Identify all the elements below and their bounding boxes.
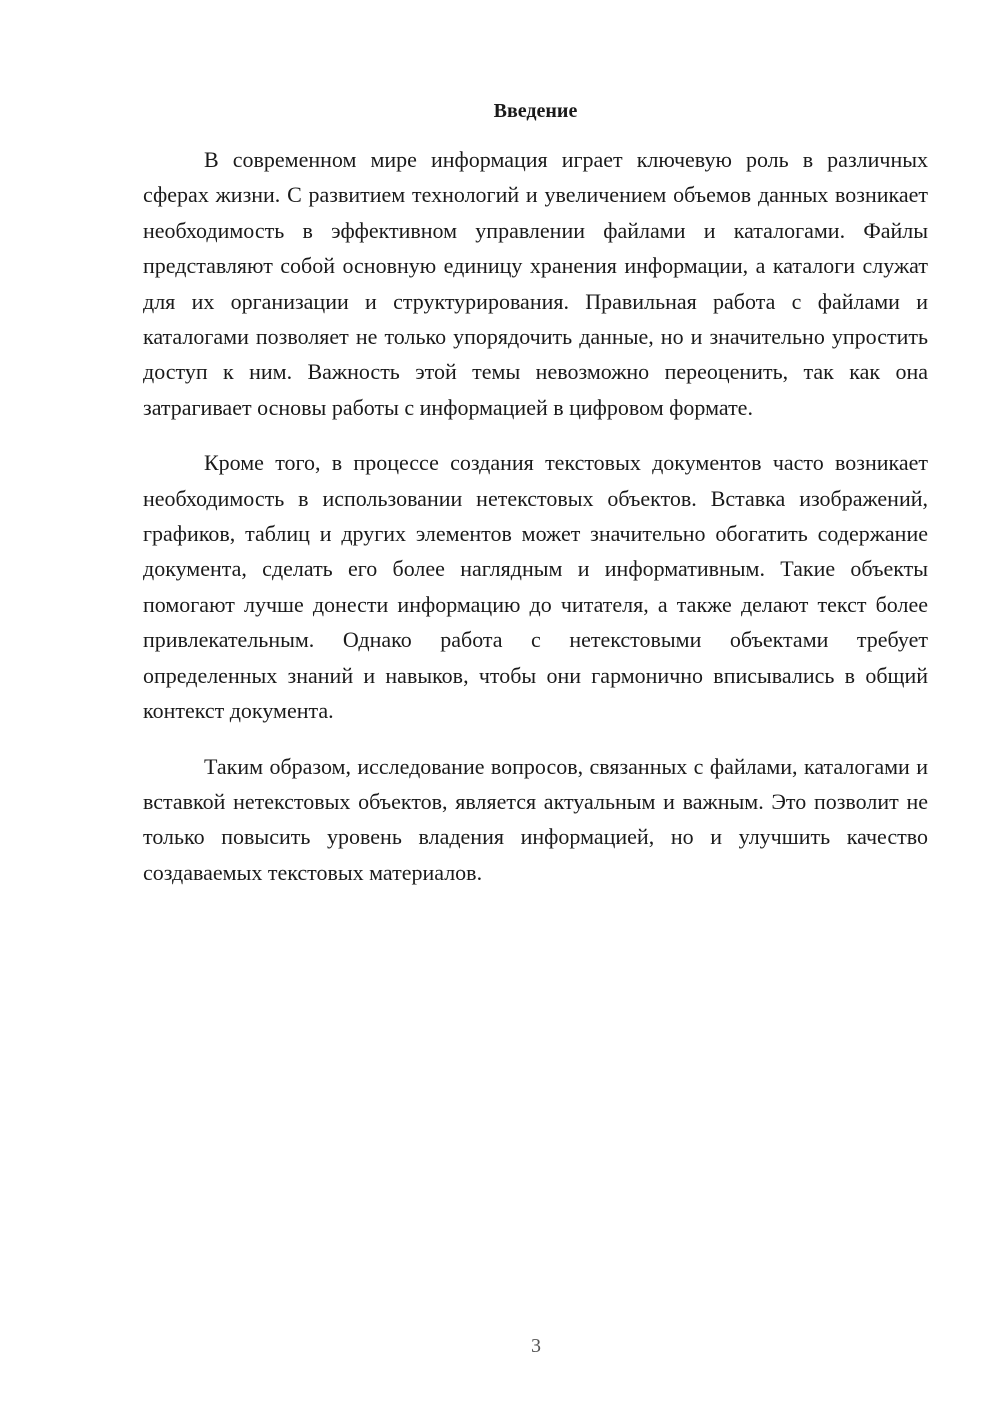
paragraph-3: Таким образом, исследование вопросов, связанных с файлами, каталогами и вставкой нетекстовых объектов, является актуальным и важным. Это позволит не только повысить уровень владения информацией, но и улучшить качество создаваемых текстовых материалов. xyxy=(143,753,928,885)
page-number: 3 xyxy=(531,1335,541,1357)
body-text xyxy=(143,142,928,910)
paragraph-2: Кроме того, в процессе создания текстовых документов часто возникает необходимость в использовании нетекстовых объектов. Вставка изображений, графиков, таблиц и других элементов может значительно обогатить содержание документа, сделать его более наглядным и информативным. Такие объекты помогают лучше донести информацию до читателя, а также делают текст более привлекательным. Однако работа с нетекстовыми объектами требует определенных знаний и навыков, чтобы они гармонично вписывались в общий контекст документа. xyxy=(143,450,928,724)
paragraph-1: В современном мире информация играет ключевую роль в различных сферах жизни. С развитием технологий и увеличением объемов данных возникает необходимость в эффективном управлении файлами и каталогами. Файлы представляют собой основную единицу хранения информации, а каталоги служат для их организации и структурирования. Правильная работа с файлами и каталогами позволяет не только упорядочить данные, но и значительно упростить доступ к ним. Важность этой темы невозможно переоценить, так как она затрагивает основы работы с информацией в цифровом формате. xyxy=(143,147,928,420)
section-heading: Введение xyxy=(493,100,578,122)
